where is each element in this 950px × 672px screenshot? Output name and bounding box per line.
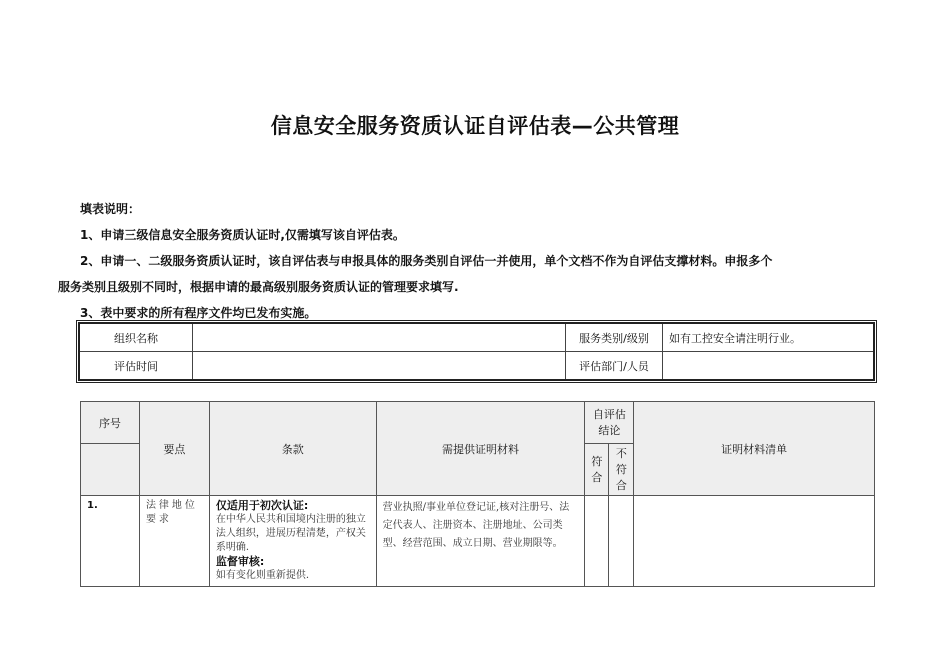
- eval-dept-field[interactable]: [663, 352, 875, 381]
- row-clause: [209, 496, 376, 587]
- row-materials: 营业执照/事业单位登记证,核对注册号、法定代表人、注册资本、注册地址、公司类型、经营范围、成立日期、营业期限等。: [376, 496, 585, 587]
- instruction-item-3: 3、表中要求的所有程序文件均已发布实施。: [80, 306, 317, 320]
- row-number: 1.: [81, 496, 140, 587]
- instruction-item-2: 2、申请一、二级服务资质认证时，该自评估表与申报具体的服务类别自评估一并使用，单个文档不作为自评估支撑材料。申报多个: [80, 254, 773, 268]
- document-title: 信息安全服务资质认证自评估表—公共管理: [270, 114, 680, 138]
- organization-info-table: [78, 322, 875, 381]
- org-name-field[interactable]: [193, 323, 566, 352]
- eval-dept-label: 评估部门/人员: [566, 352, 663, 381]
- clause-title-initial: 仅适用于初次认证:: [215, 499, 309, 512]
- instructions: [58, 196, 878, 326]
- eval-time-label: 评估时间: [79, 352, 193, 381]
- header-materials: 需提供证明材料: [376, 402, 585, 496]
- header-nonconform: 不符合: [609, 444, 634, 496]
- header-clause: 条款: [209, 402, 376, 496]
- clause-text-initial: 在中华人民共和国境内注册的独立法人组织，进展历程清楚，产权关系明确.: [215, 514, 366, 553]
- self-assessment-table: [80, 401, 875, 587]
- clause-title-supervision: 监督审核:: [215, 555, 265, 568]
- service-level-label: 服务类别/级别: [566, 323, 663, 352]
- row-point: 法律地位要求: [139, 496, 209, 587]
- row-nonconform-cell[interactable]: [609, 496, 634, 587]
- header-point: 要点: [139, 402, 209, 496]
- header-no-blank: [81, 444, 140, 496]
- org-name-label: 组织名称: [79, 323, 193, 352]
- header-no: 序号: [81, 402, 140, 444]
- row-evidence-list-cell[interactable]: [634, 496, 875, 587]
- table-row: [81, 496, 875, 587]
- instructions-heading: 填表说明：: [80, 202, 141, 216]
- header-evidence-list: 证明材料清单: [634, 402, 875, 496]
- header-conform: 符合: [585, 444, 609, 496]
- instruction-item-2-continued: 服务类别且级别不同时，根据申请的最高级别服务资质认证的管理要求填写.: [58, 280, 459, 294]
- clause-text-supervision: 如有变化则重新提供.: [215, 570, 310, 581]
- eval-time-field[interactable]: [193, 352, 566, 381]
- service-level-field[interactable]: 如有工控安全请注明行业。: [663, 323, 875, 352]
- row-conform-cell[interactable]: [585, 496, 609, 587]
- header-self-eval: 自评估结论: [585, 402, 634, 444]
- instruction-item-1: 1、申请三级信息安全服务资质认证时,仅需填写该自评估表。: [80, 228, 405, 242]
